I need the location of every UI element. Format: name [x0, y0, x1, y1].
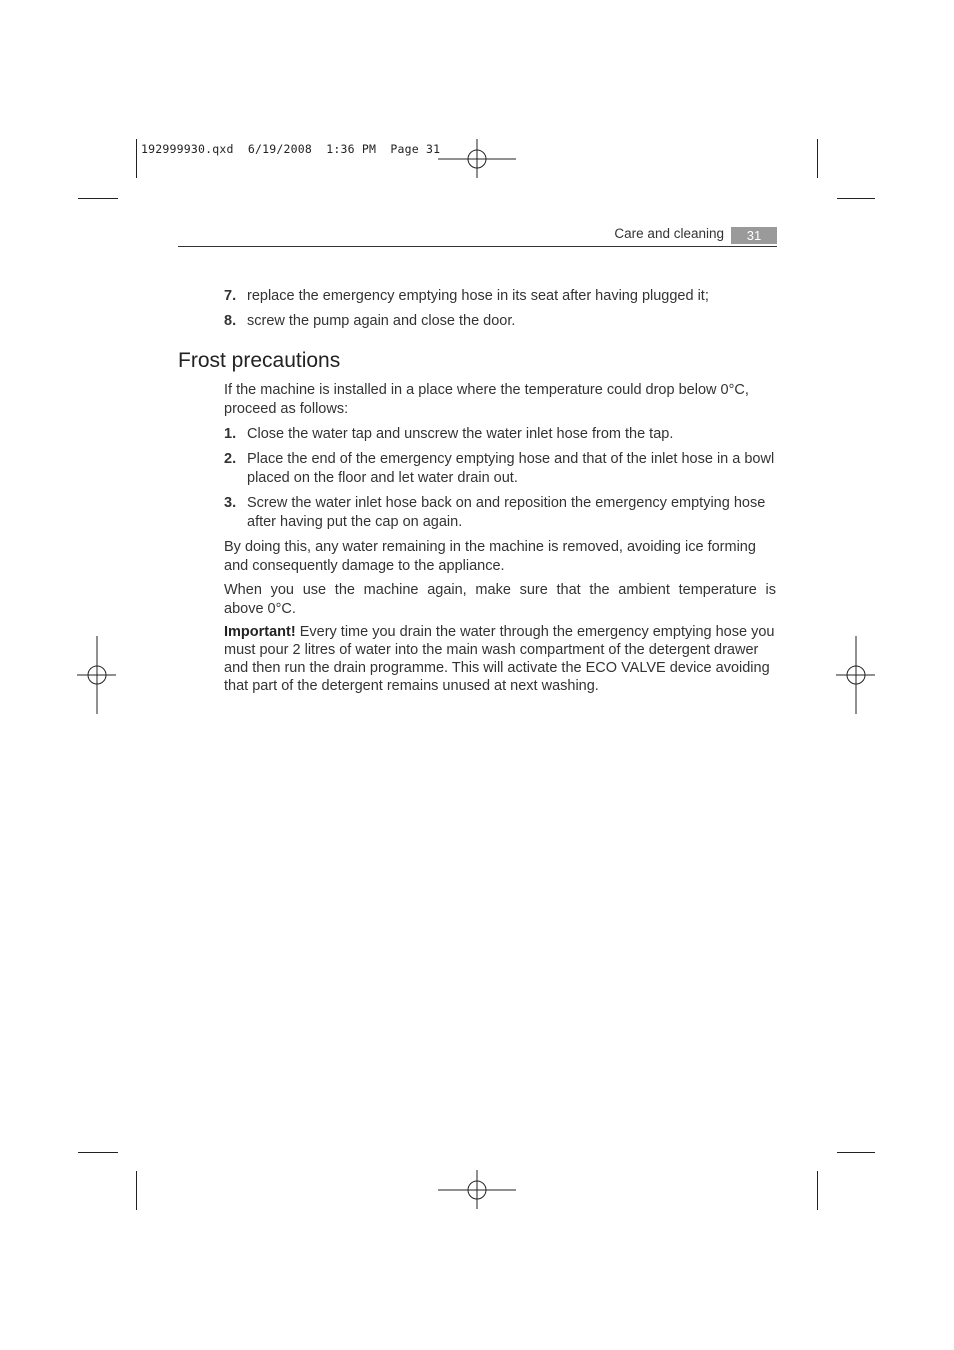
page-number: 31 — [731, 227, 777, 244]
step-number: 3. — [224, 495, 237, 511]
step-number: 2. — [224, 451, 237, 467]
crop-mark — [78, 198, 118, 199]
important-text: Every time you drain the water through the emergency emptying hose you must pour 2 litres of water into the main wash compartment of the detergent drawer and then run the drain programme. This will activate the ECO VALVE device avoiding that part of the detergent remains unused at next washing. — [224, 624, 775, 694]
list-item — [224, 425, 776, 444]
important-note — [224, 623, 776, 695]
list-item — [224, 450, 776, 488]
registration-mark-icon — [438, 1151, 516, 1229]
registration-mark-icon — [438, 120, 516, 198]
reuse-paragraph-line: above 0°C. — [224, 601, 296, 617]
crop-mark — [837, 1152, 875, 1153]
step-number: 1. — [224, 426, 237, 442]
crop-mark — [837, 198, 875, 199]
result-paragraph: By doing this, any water remaining in the machine is removed, avoiding ice forming and consequently damage to the appliance. — [224, 539, 756, 574]
crop-mark — [817, 139, 818, 178]
step-text: Close the water tap and unscrew the water inlet hose from the tap. — [247, 426, 674, 442]
list-item — [224, 287, 776, 306]
crop-mark — [136, 139, 137, 178]
step-text: Place the end of the emergency emptying hose and that of the inlet hose in a bowl placed on the floor and let water drain out. — [247, 451, 775, 486]
important-label: Important! — [224, 624, 296, 640]
crop-mark — [136, 1171, 137, 1210]
running-header-section: Care and cleaning — [614, 226, 724, 241]
list-item — [224, 494, 776, 532]
crop-mark — [817, 1171, 818, 1210]
printer-slug: 192999930.qxd 6/19/2008 1:36 PM Page 31 — [141, 142, 441, 156]
reuse-paragraph-line: When you use the machine again, make sure that the ambient temperature is — [224, 582, 776, 598]
crop-mark — [78, 1152, 118, 1153]
step-number: 7. — [224, 288, 237, 304]
header-rule — [178, 246, 777, 247]
step-text: screw the pump again and close the door. — [247, 313, 516, 329]
intro-paragraph: If the machine is installed in a place where the temperature could drop below 0°C, proceed as follows: — [224, 382, 749, 417]
step-text: Screw the water inlet hose back on and reposition the emergency emptying hose after having put the cap on again. — [247, 495, 766, 530]
registration-mark-icon — [58, 636, 136, 714]
section-title: Frost precautions — [178, 349, 341, 372]
registration-mark-icon — [817, 636, 895, 714]
step-text: replace the emergency emptying hose in its seat after having plugged it; — [247, 288, 709, 304]
list-item — [224, 312, 776, 331]
step-number: 8. — [224, 313, 237, 329]
